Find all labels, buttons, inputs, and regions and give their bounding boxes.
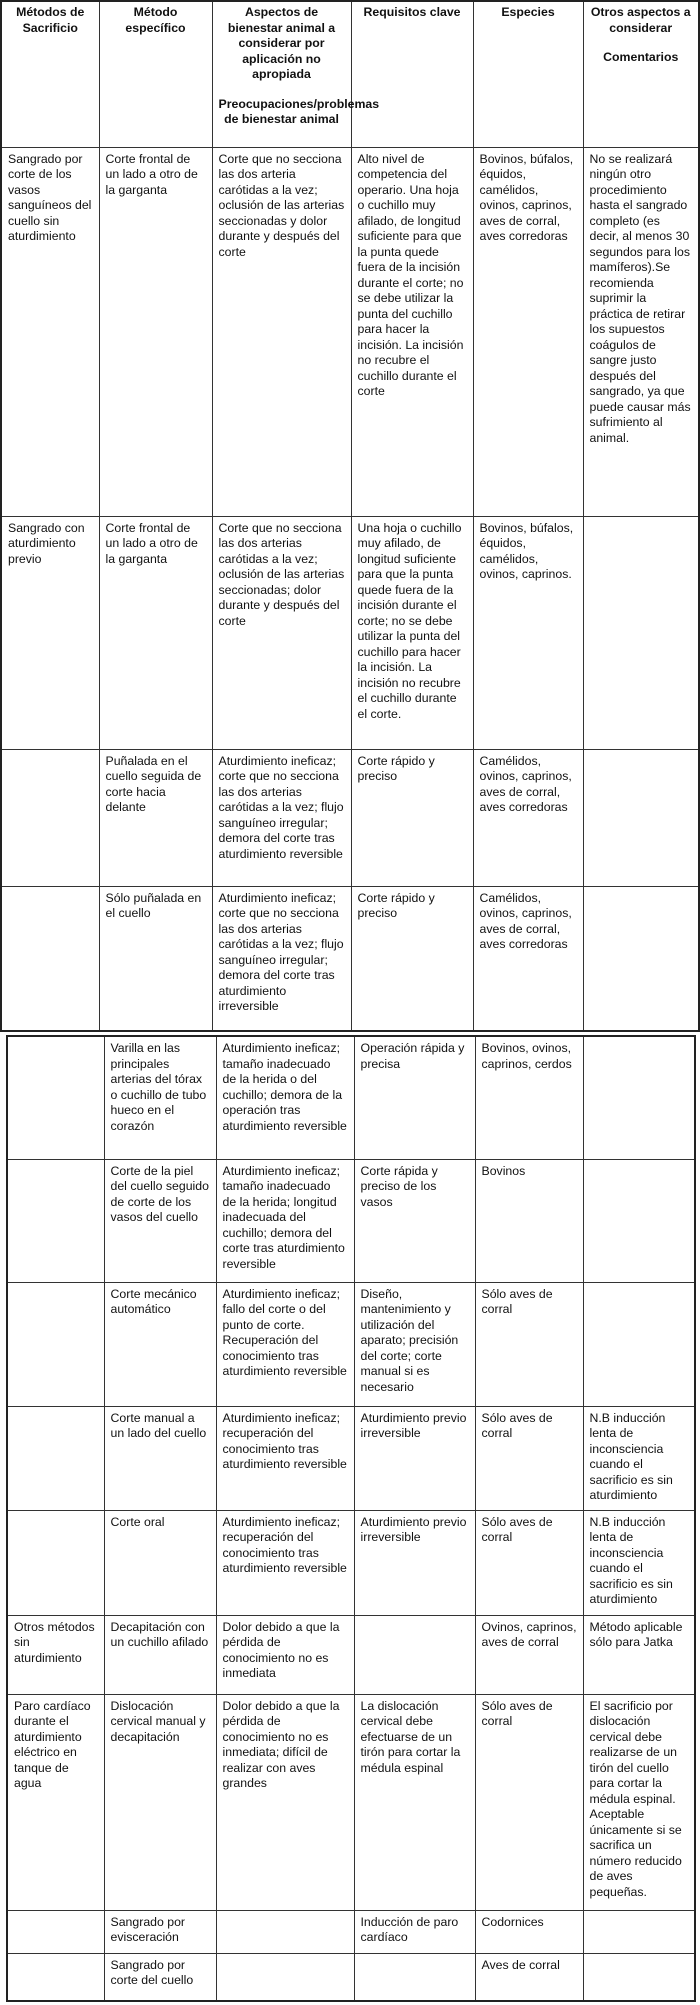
cell-comments: Método aplicable sólo para Jatka: [583, 1615, 695, 1694]
header-welfare-concerns: Preocupaciones/problemas de bienestar animal: [218, 96, 380, 126]
cell-specific: Corte manual a un lado del cuello: [104, 1406, 216, 1510]
table-row: [7, 1159, 695, 1282]
cell-requirements: Corte rápido y preciso: [351, 886, 473, 1031]
cell-concerns: Aturdimiento ineficaz; recuperación del conocimiento tras aturdimiento reversible: [216, 1510, 354, 1615]
table-row: [7, 1615, 695, 1694]
cell-comments: [583, 1910, 695, 1953]
cell-concerns: Corte que no secciona las dos arteria carótidas a la vez; oclusión de las arterias seccionadas y dolor durante y después del corte: [212, 147, 351, 516]
table-row: [7, 1282, 695, 1406]
table-row: [1, 516, 699, 749]
cell-comments: [583, 1282, 695, 1406]
cell-comments: [583, 1159, 695, 1282]
cell-requirements: Alto nivel de competencia del operario. Una hoja o cuchillo muy afilado, de longitud suficiente para que la punta quede fuera de la incisión durante el corte; no se debe utilizar la punta del cuchillo para hacer la incisión. La incisión no recubre el cuchillo durante el corte: [351, 147, 473, 516]
cell-requirements: Aturdimiento previo irreversible: [354, 1406, 475, 1510]
cell-requirements: Inducción de paro cardíaco: [354, 1910, 475, 1953]
cell-method: [7, 1406, 104, 1510]
cell-method: Otros métodos sin aturdimiento: [7, 1615, 104, 1694]
cell-concerns: Aturdimiento ineficaz; recuperación del conocimiento tras aturdimiento reversible: [216, 1406, 354, 1510]
cell-species: Camélidos, ovinos, caprinos, aves de corral, aves corredoras: [473, 749, 583, 886]
cell-specific: Corte oral: [104, 1510, 216, 1615]
header-other-aspects: [583, 1, 699, 147]
cell-method: [7, 1159, 104, 1282]
cell-concerns: Aturdimiento ineficaz; corte que no secciona las dos arterias carótidas a la vez; flujo sanguíneo irregular; demora del corte tras aturdimiento reversible: [212, 749, 351, 886]
cell-comments: El sacrificio por dislocación cervical debe realizarse de un tirón del cuello para cortar la médula espinal. Aceptable únicamente si se sacrifica un número reducido de aves pequeñas.: [583, 1694, 695, 1910]
cell-requirements: Aturdimiento previo irreversible: [354, 1510, 475, 1615]
cell-comments: [583, 516, 699, 749]
cell-method: [7, 1953, 104, 2001]
header-row: [1, 1, 699, 147]
header-welfare-aspects: [212, 1, 380, 147]
cell-specific: Corte mecánico automático: [104, 1282, 216, 1406]
cell-species: Bovinos: [475, 1159, 583, 1282]
cell-concerns: Dolor debido a que la pérdida de conocimiento no es inmediata: [216, 1615, 354, 1694]
cell-comments: N.B inducción lenta de inconsciencia cuando el sacrificio es sin aturdimiento: [583, 1406, 695, 1510]
table-row: [1, 147, 699, 516]
header-species: Especies: [473, 1, 583, 147]
table-row: [7, 1036, 695, 1159]
cell-comments: [583, 886, 699, 1031]
cell-concerns: Dolor debido a que la pérdida de conocimiento no es inmediata; difícil de realizar con aves grandes: [216, 1694, 354, 1910]
cell-specific: Corte frontal de un lado a otro de la garganta: [99, 516, 212, 749]
header-welfare-aspects-title: Aspectos de bienestar animal a considerar por aplicación no apropiada: [227, 5, 336, 81]
cell-concerns: Aturdimiento ineficaz; corte que no secciona las dos arterias carótidas a la vez; flujo sanguíneo irregular; demora del corte tras aturdimiento irreversible: [212, 886, 351, 1031]
cell-species: Ovinos, caprinos, aves de corral: [475, 1615, 583, 1694]
cell-comments: [583, 1953, 695, 2001]
cell-method: Paro cardíaco durante el aturdimiento eléctrico en tanque de agua: [7, 1694, 104, 1910]
cell-requirements: Una hoja o cuchillo muy afilado, de longitud suficiente para que la punta quede fuera de la incisión durante el corte; no se debe utilizar la punta del cuchillo para hacer la incisión. La incisión no recubre el cuchillo durante el corte.: [351, 516, 473, 749]
header-comments: Comentarios: [603, 50, 679, 64]
cell-specific: Corte frontal de un lado a otro de la garganta: [99, 147, 212, 516]
table-row: [7, 1406, 695, 1510]
table-row: [7, 1953, 695, 2001]
cell-specific: Corte de la piel del cuello seguido de corte de los vasos del cuello: [104, 1159, 216, 1282]
cell-concerns: [216, 1953, 354, 2001]
cell-concerns: [216, 1910, 354, 1953]
cell-concerns: Aturdimiento ineficaz; tamaño inadecuado de la herida; longitud inadecuada del cuchillo; demora del corte tras aturdimiento reversible: [216, 1159, 354, 1282]
cell-method: Sangrado por corte de los vasos sanguíneos del cuello sin aturdimiento: [1, 147, 99, 516]
cell-requirements: Operación rápida y precisa: [354, 1036, 475, 1159]
cell-comments: N.B inducción lenta de inconsciencia cuando el sacrificio es sin aturdimiento: [583, 1510, 695, 1615]
cell-species: Aves de corral: [475, 1953, 583, 2001]
cell-method: [1, 886, 99, 1031]
cell-specific: Sangrado por corte del cuello: [104, 1953, 216, 2001]
slaughter-methods-table-part2: [6, 1035, 696, 2002]
cell-species: Bovinos, búfalos, équidos, camélidos, ovinos, caprinos.: [473, 516, 583, 749]
cell-method: [7, 1510, 104, 1615]
cell-specific: Dislocación cervical manual y decapitación: [104, 1694, 216, 1910]
cell-requirements: [354, 1953, 475, 2001]
cell-species: Sólo aves de corral: [475, 1694, 583, 1910]
cell-concerns: Aturdimiento ineficaz; tamaño inadecuado de la herida o del cuchillo; demora de la operación tras aturdimiento reversible: [216, 1036, 354, 1159]
table-row: [7, 1910, 695, 1953]
cell-species: Sólo aves de corral: [475, 1406, 583, 1510]
cell-method: [1, 749, 99, 886]
cell-species: Sólo aves de corral: [475, 1510, 583, 1615]
cell-specific: Sólo puñalada en el cuello: [99, 886, 212, 1031]
cell-comments: No se realizará ningún otro procedimiento hasta el sangrado completo (es decir, al menos 30 segundos para los mamíferos).Se recomienda suprimir la práctica de retirar los supuestos coágulos de sangre justo después del sangrado, ya que puede causar más sufrimiento al animal.: [583, 147, 699, 516]
cell-comments: [583, 1036, 695, 1159]
cell-specific: Varilla en las principales arterias del tórax o cuchillo de tubo hueco en el corazón: [104, 1036, 216, 1159]
cell-species: Bovinos, búfalos, équidos, camélidos, ovinos, caprinos, aves de corral, aves corredoras: [473, 147, 583, 516]
cell-method: [7, 1036, 104, 1159]
header-methods: Métodos de Sacrificio: [1, 1, 99, 147]
cell-specific: Sangrado por evisceración: [104, 1910, 216, 1953]
cell-method: Sangrado con aturdimiento previo: [1, 516, 99, 749]
cell-requirements: La dislocación cervical debe efectuarse de un tirón para cortar la médula espinal: [354, 1694, 475, 1910]
cell-requirements: [354, 1615, 475, 1694]
cell-species: Camélidos, ovinos, caprinos, aves de corral, aves corredoras: [473, 886, 583, 1031]
cell-concerns: Aturdimiento ineficaz; fallo del corte o del punto de corte. Recuperación del conocimiento tras aturdimiento reversible: [216, 1282, 354, 1406]
table-row: [1, 749, 699, 886]
cell-method: [7, 1282, 104, 1406]
header-specific-method: Método específico: [99, 1, 212, 147]
cell-concerns: Corte que no secciona las dos arterias carótidas a la vez; oclusión de las arterias seccionadas; dolor durante y después del corte: [212, 516, 351, 749]
cell-requirements: Diseño, mantenimiento y utilización del aparato; precisión del corte; corte manual si es necesario: [354, 1282, 475, 1406]
cell-species: Sólo aves de corral: [475, 1282, 583, 1406]
cell-specific: Decapitación con un cuchillo afilado: [104, 1615, 216, 1694]
cell-specific: Puñalada en el cuello seguida de corte hacia delante: [99, 749, 212, 886]
cell-species: Bovinos, ovinos, caprinos, cerdos: [475, 1036, 583, 1159]
cell-requirements: Corte rápido y preciso: [351, 749, 473, 886]
header-key-requirements: Requisitos clave: [351, 1, 473, 147]
cell-species: Codornices: [475, 1910, 583, 1953]
table-row: [1, 886, 699, 1031]
cell-method: [7, 1910, 104, 1953]
header-other-aspects-title: Otros aspectos a considerar: [590, 5, 691, 35]
cell-comments: [583, 749, 699, 886]
table-row: [7, 1694, 695, 1910]
table-row: [7, 1510, 695, 1615]
cell-requirements: Corte rápida y preciso de los vasos: [354, 1159, 475, 1282]
